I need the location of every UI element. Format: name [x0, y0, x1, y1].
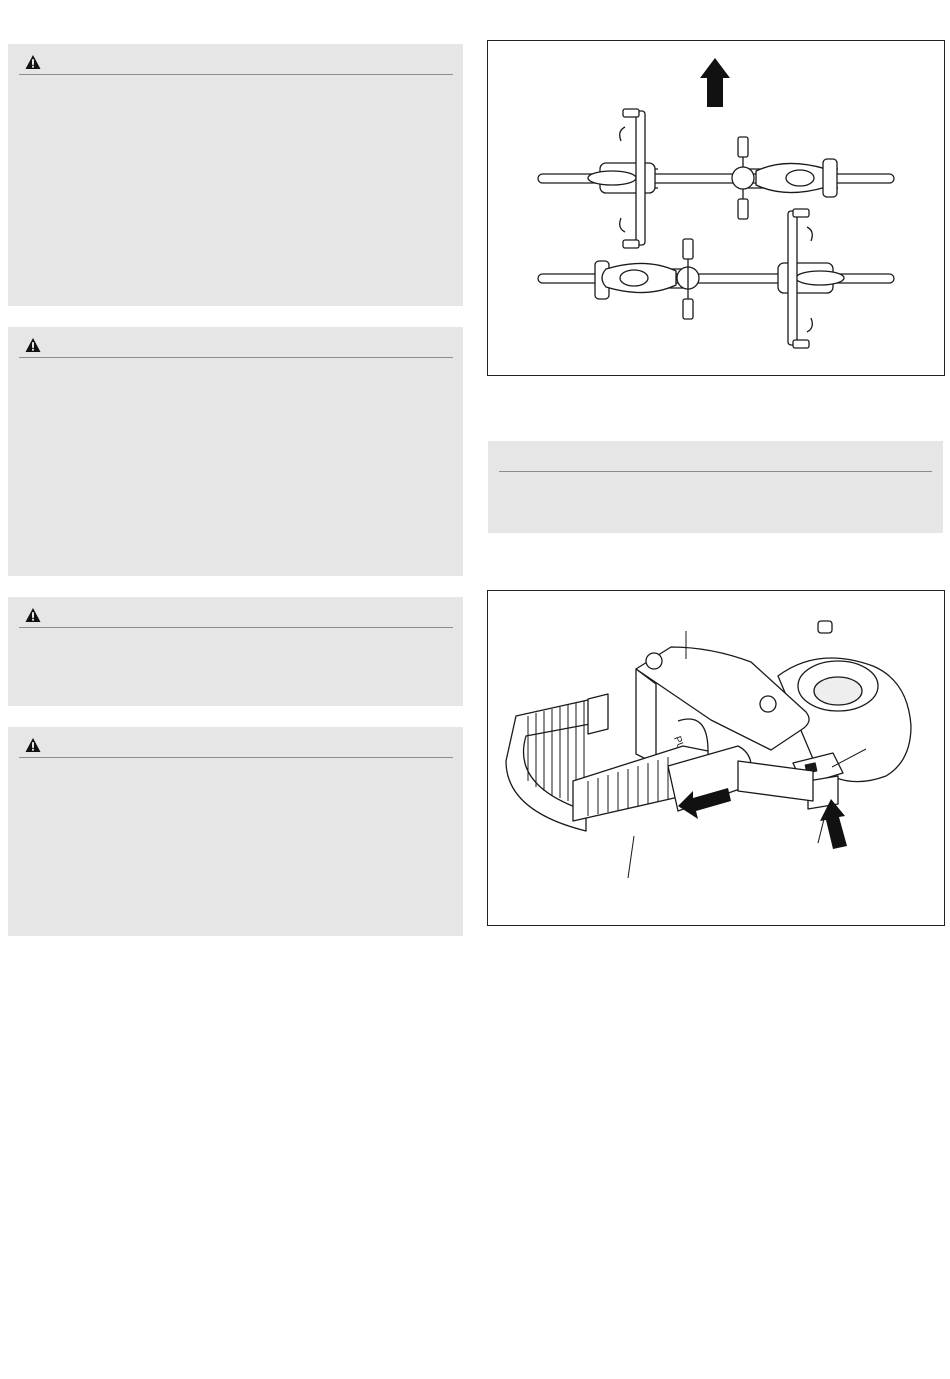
warning-triangle-icon: [25, 607, 41, 623]
warning-triangle-icon: [25, 737, 41, 753]
note-rule: [499, 471, 932, 472]
warning-box-4: [8, 727, 463, 936]
warning-header: [19, 605, 453, 628]
note-box: [488, 441, 943, 533]
up-arrow-icon: [700, 58, 730, 107]
lock-and-release: [738, 753, 843, 809]
warning-triangle-icon: [25, 54, 41, 70]
bike-orientation-illustration: [488, 41, 944, 375]
warning-box-3: [8, 597, 463, 706]
warning-box-2: [8, 327, 463, 576]
round-holder: [778, 621, 911, 782]
upper-bike: [538, 109, 894, 248]
wheel-holder-illustration: [488, 591, 944, 925]
warning-box-1: [8, 44, 463, 306]
lower-bike: [538, 209, 894, 348]
warning-header: [19, 52, 453, 75]
bike-orientation-figure: [487, 40, 945, 376]
warning-header: [19, 335, 453, 358]
warning-header: [19, 735, 453, 758]
wheel-holder-figure: [487, 590, 945, 926]
warning-triangle-icon: [25, 337, 41, 353]
